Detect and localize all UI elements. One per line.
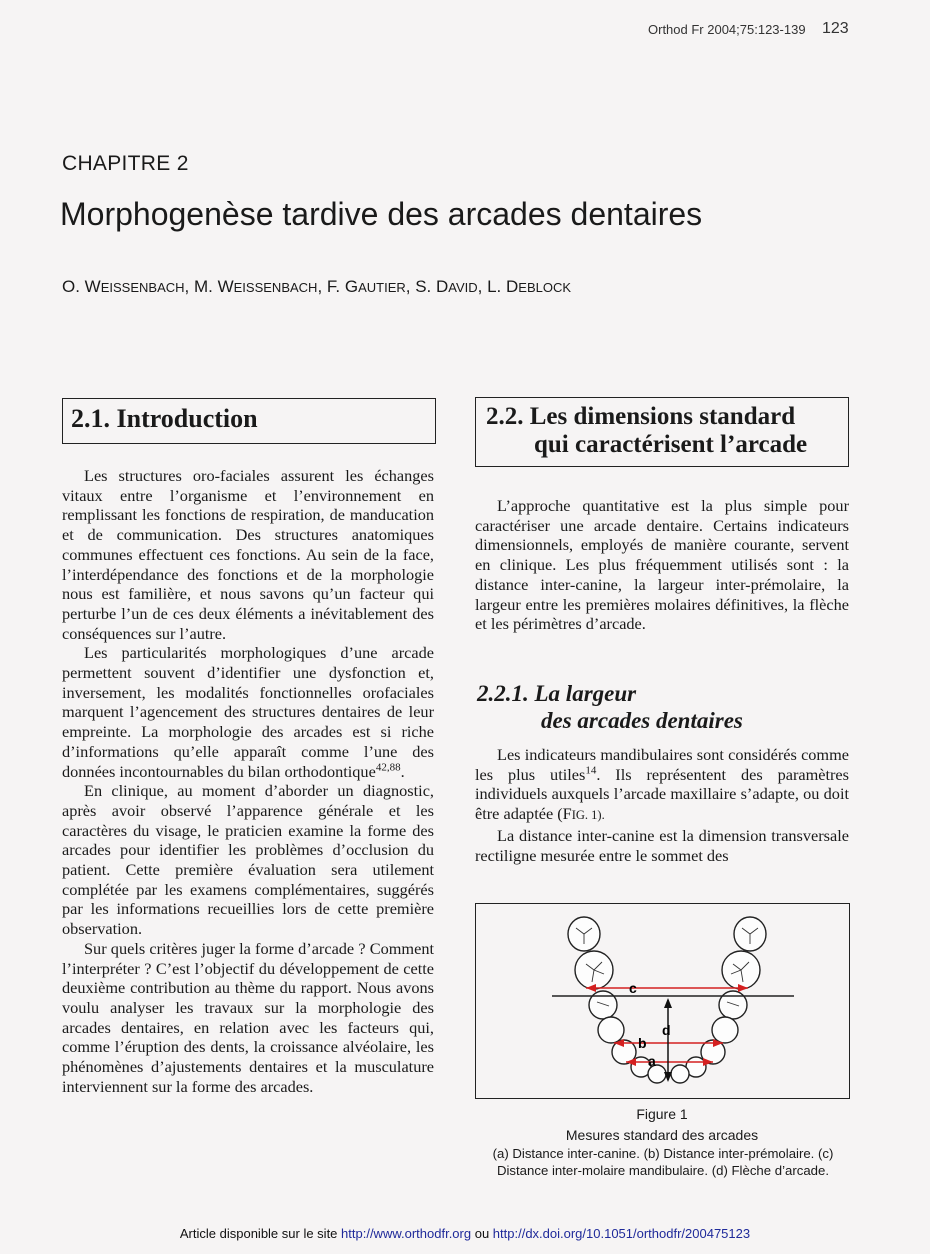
tooth-right-premolar-1 — [712, 1017, 738, 1043]
figure-ref: IG. 1). — [571, 808, 605, 823]
figure-caption-text: (a) Distance inter-canine. (b) Distance inter-prémolaire. (c) Distance inter-molaire mandibulaire. (d) Flèche d’arcade. — [492, 1146, 834, 1178]
chapter-title: Morphogenèse tardive des arcades dentaires — [60, 196, 703, 232]
right-column-body — [475, 745, 849, 865]
journal-reference: Orthod Fr 2004;75:123-139 — [648, 22, 806, 37]
paragraph — [475, 745, 849, 826]
paragraph: L’approche quantitative est la plus simple pour caractériser une arcade dentaire. Certains indicateurs dimensionnels, employés de manière courante, servent en clinique. Les plus fréquemment utilisés sont : la distance inter-canine, la largeur inter-prémolaire, la largeur entre les premières molaires définitives, la flèche et les périmètres d’arcade. — [475, 496, 849, 634]
paragraph-end: . — [400, 761, 405, 781]
tooth-right-premolar-2 — [719, 991, 747, 1019]
right-column-intro — [475, 496, 849, 634]
author-4-initial: , S. D — [405, 277, 449, 296]
paragraph-text: . Ils représentent des paramètres individuels auxquels l’arcade maxillaire s’adapte, ou doit être adaptée ( — [475, 764, 849, 824]
paragraph-text: Les indicateurs mandibulaires sont considérés comme les plus utiles — [475, 745, 849, 784]
author-4-name: AVID — [448, 280, 478, 295]
paragraph: Les structures oro-faciales assurent les échanges vitaux entre l’organisme et l’environnement en remplissant les fonctions de respiration, de manducation et de communication. Des structures anatomiques communes effectuent ces fonctions. Au sein de la face, l’interdépendance des fonctions et de la morphologie nous est familière, et nous savons qu’un facteur qui perturbe l’un de ces deux éléments a inévitablement des conséquences sur l’autre. — [62, 466, 434, 643]
authors-line — [62, 277, 571, 297]
author-2-initial: , M. W — [184, 277, 234, 296]
figure-caption-subtitle: Mesures standard des arcades — [565, 1127, 759, 1143]
paragraph: Sur quels critères juger la forme d’arcade ? Comment l’interpréter ? C’est l’objectif du développement de cette deuxième contribution au thème du rapport. Nous avons voulu analyser les travaux sur la morphologie des arcades dentaires, en relation avec les facteurs qui, comme l’éruption des dents, la croissance alvéolaire, les phénomènes d’ajustements dentaires et la musculature interviennent sur la forme des arcades. — [62, 938, 434, 1096]
subsection-heading — [477, 680, 743, 734]
subsection-heading-line-1: 2.2.1. La largeur — [477, 681, 637, 706]
subsection-heading-line-2: des arcades dentaires — [541, 708, 743, 733]
section-heading-line-1: 2.2. Les dimensions standard — [486, 403, 796, 430]
section-heading-text: 2.1. Introduction — [71, 404, 258, 433]
label-c: c — [629, 980, 637, 996]
chapter-label: CHAPITRE 2 — [62, 152, 189, 175]
footer-link-site[interactable]: http://www.orthodfr.org — [341, 1226, 472, 1241]
paragraph-text: Les particularités morphologiques d’une arcade permettent souvent d’identifier une dysfonction et, inversement, les modalités fonctionnelles orofaciales marquent l’agencement des structures dentaires de leur empreinte. La morphologie des arcades est si riche d’informations qu’elle apparaît comme l’une des données incontournables du bilan orthodontique — [62, 643, 434, 781]
citation: 14 — [585, 764, 597, 777]
author-2-name: EISSENBACH — [233, 280, 318, 295]
footer-middle: ou — [471, 1226, 493, 1241]
figure-caption-title: Figure 1 — [636, 1106, 688, 1122]
citation: 42,88 — [375, 761, 401, 774]
footer-link-doi[interactable]: http://dx.doi.org/10.1051/orthodfr/200475123 — [492, 1226, 751, 1241]
author-1-initial: O. W — [62, 277, 101, 296]
figure-ref-initial: F — [562, 804, 572, 824]
footer-prefix: Article disponible sur le site — [179, 1226, 342, 1241]
section-heading-line-2: qui caractérisent l’arcade — [534, 431, 808, 458]
author-5-initial: , L. D — [477, 277, 519, 296]
label-b: b — [638, 1035, 647, 1051]
tooth-left-premolar-2 — [589, 991, 617, 1019]
author-5-name: EBLOCK — [518, 280, 572, 295]
author-3-initial: , F. G — [317, 277, 359, 296]
page-number: 123 — [822, 20, 849, 37]
section-heading-dimensions — [475, 397, 849, 467]
author-1-name: EISSENBACH — [100, 280, 185, 295]
tooth-left-premolar-1 — [598, 1017, 624, 1043]
dental-arch-diagram — [476, 904, 849, 1098]
tooth-right-incisor-1 — [671, 1065, 689, 1083]
left-column — [62, 466, 434, 1097]
figure-frame — [475, 903, 850, 1099]
paragraph — [62, 643, 434, 781]
arrowhead-d-top — [664, 998, 672, 1008]
author-3-name: AUTIER — [358, 280, 406, 295]
section-heading-introduction — [62, 398, 436, 444]
teeth-outline — [568, 917, 766, 1083]
footer — [0, 1226, 930, 1241]
label-d: d — [662, 1022, 671, 1038]
paragraph: La distance inter-canine est la dimension transversale rectiligne mesurée entre le sommet des — [475, 825, 849, 865]
label-a: a — [648, 1053, 656, 1069]
paragraph: En clinique, au moment d’aborder un diagnostic, après avoir observé l’apparence générale et les caractères du visage, le praticien examine la forme des arcades pour identifier les problèmes d’occlusion du patient. Cette première évaluation sera utilement complétée par les examens complémentaires, suggérés par les informations recueillies lors de cette première observation. — [62, 781, 434, 939]
